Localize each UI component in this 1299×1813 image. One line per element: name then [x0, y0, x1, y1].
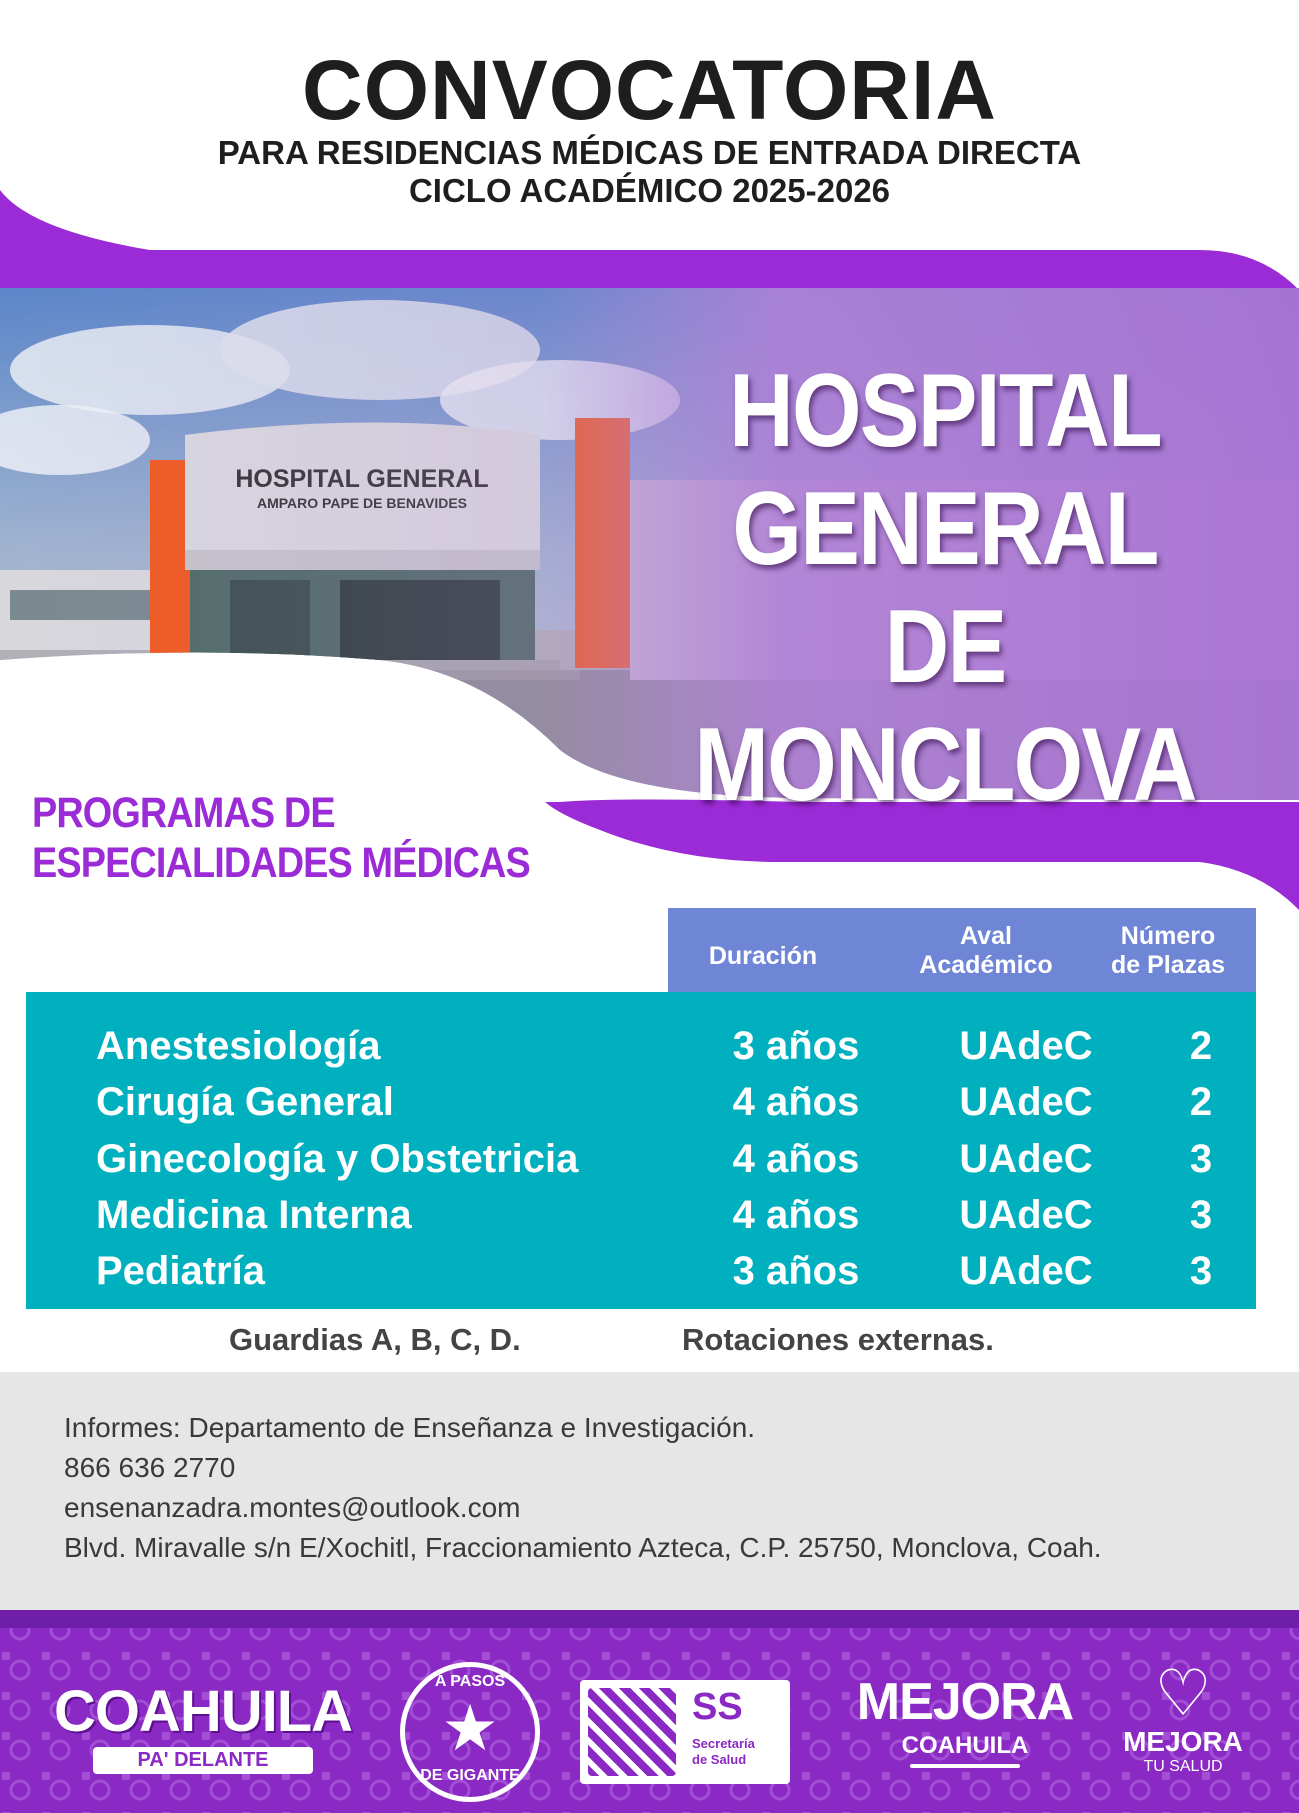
- guardias-note: Guardias A, B, C, D.: [229, 1322, 521, 1357]
- program-name: Cirugía General: [96, 1080, 394, 1124]
- programs-heading-line-1: PROGRAMAS DE: [32, 789, 335, 837]
- ss-text: SS: [692, 1686, 743, 1728]
- postal-address: Blvd. Miravalle s/n E/Xochitl, Fraccionamiento Azteca, C.P. 25750, Monclova, Coah.: [64, 1532, 1102, 1563]
- underline-decoration: [910, 1764, 1020, 1768]
- programs-table: [26, 992, 1256, 1309]
- program-aval: UAdeC: [959, 1024, 1093, 1068]
- coahuila-logo-text: COAHUILA: [53, 1679, 353, 1744]
- program-name: Anestesiología: [96, 1024, 381, 1068]
- column-header-plazas-line-1: Número: [1120, 922, 1216, 950]
- mejora-coahuila-text-1: MEJORA: [856, 1673, 1074, 1731]
- hospital-title: [666, 352, 1225, 824]
- phone-number: 866 636 2770: [64, 1452, 236, 1483]
- contact-info: [0, 1372, 1299, 1610]
- table-header: [668, 908, 1256, 992]
- column-header-plazas-line-2: de Plazas: [1111, 951, 1225, 979]
- program-plazas: 3: [1189, 1137, 1213, 1181]
- program-duration: 4 años: [732, 1137, 860, 1181]
- hospital-title-line-1: HOSPITAL: [729, 353, 1161, 469]
- program-aval: UAdeC: [959, 1193, 1093, 1237]
- program-aval: UAdeC: [959, 1137, 1093, 1181]
- heart-icon: ♡: [1154, 1657, 1212, 1729]
- program-plazas: 2: [1189, 1080, 1213, 1124]
- table-row: [26, 1024, 1256, 1080]
- programs-heading: [32, 788, 530, 888]
- program-aval: UAdeC: [959, 1249, 1093, 1293]
- program-plazas: 3: [1189, 1249, 1213, 1293]
- mejora-salud-logo: [1108, 1657, 1258, 1776]
- program-name: Ginecología y Obstetricia: [96, 1137, 579, 1181]
- program-duration: 4 años: [732, 1193, 860, 1237]
- subtitle-line-1: PARA RESIDENCIAS MÉDICAS DE ENTRADA DIRECTA: [217, 134, 1082, 171]
- notes: [0, 1322, 1299, 1366]
- ss-pattern-icon: [588, 1688, 676, 1776]
- mejora-salud-text-1: MEJORA: [1123, 1726, 1243, 1757]
- column-header-plazas: [1078, 922, 1258, 980]
- pasos-bottom-text: DE GIGANTE: [420, 1767, 520, 1784]
- mejora-coahuila-text-2: COAHUILA: [901, 1732, 1029, 1759]
- star-icon: ★: [441, 1692, 499, 1764]
- column-header-aval-line-1: Aval: [960, 922, 1012, 950]
- coahuila-logo: [38, 1678, 368, 1774]
- program-name: Medicina Interna: [96, 1193, 412, 1237]
- column-header-aval-line-2: Académico: [919, 951, 1053, 979]
- programs-heading-line-2: ESPECIALIDADES MÉDICAS: [32, 839, 530, 887]
- subtitle-line-2: CICLO ACADÉMICO 2025-2026: [408, 172, 891, 209]
- pa-delante-text: PA' DELANTE: [93, 1747, 313, 1774]
- footer-logos: [0, 1610, 1299, 1813]
- column-header-duracion: [668, 942, 858, 971]
- rotaciones-note: Rotaciones externas.: [682, 1322, 994, 1357]
- page-title: CONVOCATORIA: [302, 43, 997, 137]
- mejora-coahuila-logo: [840, 1672, 1090, 1768]
- secretaria-text-1: Secretaría: [692, 1736, 755, 1751]
- program-duration: 3 años: [732, 1024, 860, 1068]
- table-row: [26, 1249, 1256, 1305]
- program-name: Pediatría: [96, 1249, 265, 1293]
- email-address: ensenanzadra.montes@outlook.com: [64, 1492, 521, 1523]
- table-row: [26, 1193, 1256, 1249]
- secretaria-text-2: de Salud: [692, 1752, 747, 1767]
- pasos-gigante-seal: [400, 1662, 540, 1802]
- column-header-aval: [896, 922, 1076, 980]
- program-aval: UAdeC: [959, 1080, 1093, 1124]
- program-plazas: 3: [1189, 1193, 1213, 1237]
- column-header-duracion-text: Duración: [708, 942, 818, 970]
- informes-text: Informes: Departamento de Enseñanza e Investigación.: [64, 1412, 756, 1443]
- secretaria-salud-logo: [580, 1680, 790, 1784]
- pasos-top-text: A PASOS: [434, 1673, 506, 1690]
- program-duration: 3 años: [732, 1249, 860, 1293]
- program-plazas: 2: [1189, 1024, 1213, 1068]
- program-duration: 4 años: [732, 1080, 860, 1124]
- table-row: [26, 1080, 1256, 1136]
- table-row: [26, 1137, 1256, 1193]
- mejora-salud-text-2: TU SALUD: [1143, 1758, 1223, 1775]
- hospital-title-line-2: GENERAL DE: [732, 471, 1158, 705]
- hospital-title-line-3: MONCLOVA: [694, 707, 1196, 823]
